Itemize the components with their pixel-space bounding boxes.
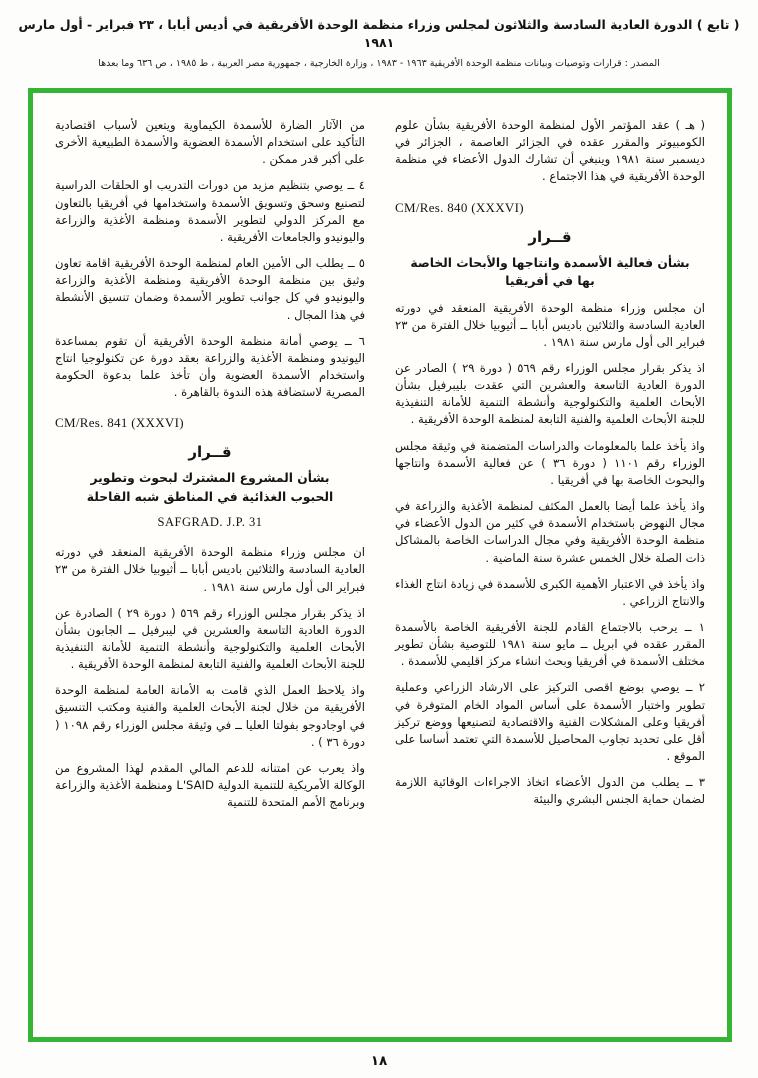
resolution-subtitle-840: بشأن فعالية الأسمدة وانتاجها والأبحاث الخاصة بها في أفريقيا — [410, 255, 690, 289]
green-border-content-box — [28, 88, 732, 1042]
header-source-line: المصدر : قرارات وتوصيات وبيانات منظمة الوحدة الأفريقية ١٩٦٣ - ١٩٨٣ ، وزارة الخارجية ، جمهورية مصر العربية ، ط ١٩٨٥ ، ص ٦٣٦ وما بعدها — [98, 58, 660, 69]
two-column-layout — [55, 117, 705, 1021]
paragraph-numbered-3: ٣ ــ يطلب من الدول الأعضاء اتخاذ الاجراءات الوقائية اللازمة لضمان حماية الجنس البشري والبيئة — [395, 775, 705, 807]
resolution-ref-840: CM/Res. 840 (XXXVI) — [395, 199, 524, 215]
column-left — [55, 117, 365, 1021]
paragraph: ان مجلس وزراء منظمة الوحدة الأفريقية المنعقد في دورته العادية السادسة والثلاثين باديس أبابا ــ أثيوبيا خلال الفترة من ٢٣ فبراير الى أول مارس سنة ١٩٨١ . — [55, 545, 365, 594]
paragraph: من الآثار الضارة للأسمدة الكيماوية ويتعين لأسباب اقتصادية التأكيد على استخدام الأسمدة العضوية والأسمدة الطبيعية الأخرى على أكبر قدر ممكن . — [55, 118, 365, 167]
resolution-ref-841: CM/Res. 841 (XXXVI) — [55, 415, 184, 431]
column-right — [395, 117, 705, 1021]
paragraph: واذ يعرب عن امتنانه للدعم المالي المقدم لهذا المشروع من الوكالة الأمريكية للتنمية الدولية L'SAID ومنظمة الأغذية والزراعة وبرنامج الأمم المتحدة للتنمية — [55, 760, 366, 810]
paragraph: واذ يأخذ علما بالمعلومات والدراسات المتضمنة في وثيقة مجلس الوزراء رقم ١١٠١ ( دورة ٣٦ ) عن فعالية الأسمدة وانتاجها والبحوث الخاصة بها في أفريقيا . — [395, 438, 705, 487]
paragraph-numbered-4: ٤ ــ يوصي بتنظيم مزيد من دورات التدريب او الحلقات الدراسية لتصنيع وسحق وتسويق الأسمدة واستخدامها في أفريقيا بالتعاون مع المركز الدولي لتطوير الأسمدة ومنظمة الأغذية والزراعة واليونيدو والجامعات الأفريقية . — [55, 178, 365, 244]
paragraph: واذ يأخذ علما أيضا بالعمل المكثف لمنظمة الأغذية والزراعة في مجال النهوض باستخدام الأسمدة في كثير من الدول الأعضاء في منظمة الوحدة الأفريقية وفي مجال الدراسات الخاصة بالمشاكل ذات الصلة خلال الخمس عشرة سنة الماضية . — [395, 499, 705, 565]
page-number: ١٨ — [370, 1053, 388, 1069]
resolution-code-safgrad: SAFGRAD. J.P. 31 — [157, 515, 263, 530]
page-header — [0, 0, 758, 69]
paragraph: واذ يأخذ في الاعتبار الأهمية الكبرى للأسمدة في زيادة انتاج الغذاء والانتاج الزراعي . — [395, 576, 705, 608]
paragraph-numbered-1: ١ ــ يرحب بالاجتماع القادم للجنة الأفريقية الخاصة بالأسمدة المقرر عقده في ابريل ــ مايو سنة ١٩٨١ للتوصية بشأن تطوير مختلف الأسمدة في أفريقيا وبحث انشاء مركز اقليمي للأسمدة . — [395, 620, 705, 669]
header-title: ( تابع ) الدورة العادية السادسة والثلاثون لمجلس وزراء منظمة الوحدة الأفريقية في أديس أبابا ، ٢٣ فبراير - أول مارس ١٩٨١ — [18, 17, 740, 50]
paragraph-numbered-5: ٥ ــ يطلب الى الأمين العام لمنظمة الوحدة الأفريقية اقامة تعاون وثيق بين منظمة الوحدة الأفريقية ومنظمة الأغذية والزراعة واليونيدو في كل جوانب تطوير الأسمدة وضمان تنسيق الأنشطة في هذا المجال . — [55, 256, 365, 322]
paragraph: اذ يذكر بقرار مجلس الوزراء رقم ٥٦٩ ( دورة ٢٩ ) الصادر عن الدورة العادية التاسعة والعشرين التي عقدت بليبرفيل بشأن الأبحاث العلمية والتكنولوجية وأنشطة التنمية للأمانة التنفيذية للجنة الأبحاث العلمية والفنية التابعة لمنظمة الوحدة الأفريقية . — [395, 360, 705, 427]
resolution-title-840: قــرار — [528, 227, 572, 246]
paragraph: ان مجلس وزراء منظمة الوحدة الأفريقية المنعقد في دورته العادية السادسة والثلاثين باديس أبابا ــ أثيوبيا خلال الفترة من ٢٣ فبراير الى أول مارس سنة ١٩٨١ . — [395, 300, 705, 349]
paragraph-numbered-2: ٢ ــ يوصي بوضع اقصى التركيز على الارشاد الزراعي وعملية تطوير واختبار الأسمدة على أساس المواد الخام المتوفرة في أفريقيا وعلى المشكلات الفنية والاقتصادية لتصنيعها ووضع تركيز أقل على تحديد تجاوب المحاصيل للأسمدة التي تعتمد أساسا على الموقع . — [395, 680, 705, 764]
resolution-subtitle-841: بشأن المشروع المشترك لبحوث وتطوير الحبوب الغذائية في المناطق شبه القاحلة — [86, 471, 334, 504]
paragraph-numbered-6: ٦ ــ يوصي أمانة منظمة الوحدة الأفريقية أن تقوم بمساعدة اليونيدو ومنظمة الأغذية والزراعة بعقد دورة عن تكنولوجيا انتاج واستخدام الأسمدة العضوية وأن تأخذ علما بدعوة الحكومة المصرية لاستضافة هذه الندوة بالقاهرة . — [55, 333, 365, 400]
paragraph: واذ يلاحظ العمل الذي قامت به الأمانة العامة لمنظمة الوحدة الأفريقية من خلال لجنة الأبحاث العلمية والفنية ومكتب التنسيق في اوجادوجو بفولتا العليا ــ في وثيقة مجلس الوزراء رقم ١٠٩٨ ( دورة ٣٦ ) . — [55, 683, 365, 749]
paragraph: اذ يذكر بقرار مجلس الوزراء رقم ٥٦٩ ( دورة ٢٩ ) الصادرة عن الدورة العادية التاسعة والعشرين في ليبرفيل ــ الجابون بشأن الأبحاث العلمية والتكنولوجية وأنشطة التنمية للأمانة التنفيذية للجنة الأبحاث العلمية والفنية التابعة لمنظمة الوحدة الأفريقية . — [55, 605, 365, 672]
resolution-title-841: قــرار — [188, 443, 232, 462]
paragraph-item-h: ( هـ ) عقد المؤتمر الأول لمنظمة الوحدة الأفريقية بشأن علوم الكومبيوتر والمقرر عقده في الجزائر العاصمة ، الجزائر في ديسمبر سنة ١٩٨١ وينبغي أن تشارك الدول الأعضاء في منظمة الوحدة الأفريقية في هذا الاجتماع . — [395, 118, 705, 184]
